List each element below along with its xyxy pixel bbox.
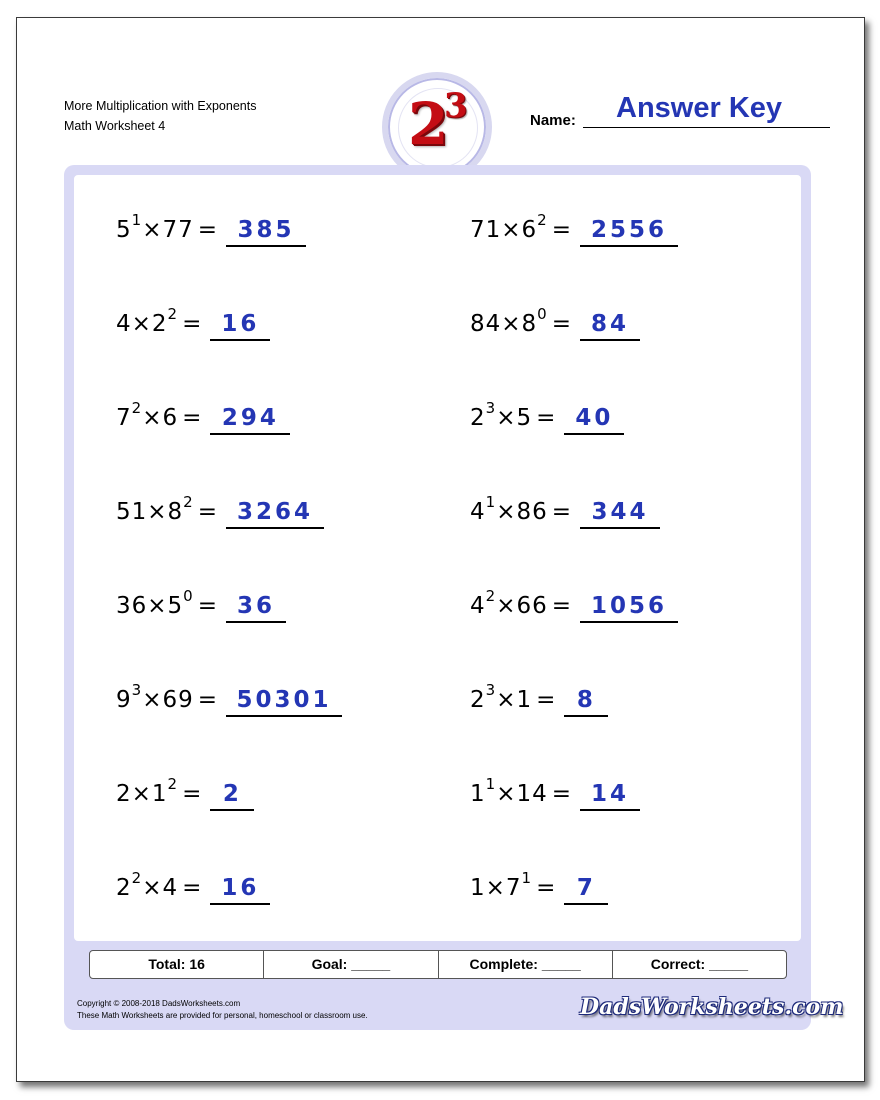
- problem-exponent: 2: [537, 211, 548, 230]
- problem-exponent: 3: [131, 681, 143, 700]
- problem-item: [116, 211, 306, 247]
- score-total: Total: 16: [90, 951, 264, 978]
- problem-base: 2: [470, 687, 486, 713]
- problem-base: 51×8: [116, 499, 184, 525]
- problem-item: [116, 681, 342, 717]
- problem-exponent: 1: [485, 493, 497, 512]
- equals-sign: =: [182, 311, 203, 337]
- answer-key-label: Answer Key: [616, 92, 783, 124]
- problem-base: 36×5: [116, 593, 184, 619]
- score-goal: Goal: _____: [264, 951, 438, 978]
- problem-exponent: 2: [167, 775, 179, 794]
- problem-multiplier: ×69: [142, 687, 194, 713]
- equals-sign: =: [197, 687, 219, 713]
- equals-sign: =: [197, 593, 218, 619]
- worksheet-title: More Multiplication with Exponents: [64, 99, 257, 113]
- problem-multiplier: ×86: [496, 499, 548, 525]
- problem-item: [470, 399, 624, 435]
- answer-value: 344: [580, 497, 660, 529]
- problem-exponent: 2: [131, 869, 143, 888]
- problem-multiplier: ×77: [142, 217, 194, 243]
- problem-base: 5: [116, 217, 132, 243]
- problem-item: [470, 305, 640, 341]
- answer-value: 385: [226, 215, 306, 247]
- equals-sign: =: [551, 781, 573, 807]
- problem-base: 7: [116, 405, 132, 431]
- problem-base: 9: [116, 687, 132, 713]
- problem-item: [470, 587, 678, 623]
- problem-base: 1×7: [470, 875, 522, 901]
- name-label: Name:: [530, 112, 576, 129]
- problem-item: [116, 305, 270, 341]
- answer-value: 84: [580, 309, 640, 341]
- problem-base: 2×1: [116, 781, 168, 807]
- answer-value: 40: [564, 403, 624, 435]
- problem-base: 2: [116, 875, 132, 901]
- problem-multiplier: ×14: [496, 781, 548, 807]
- equals-sign: =: [551, 499, 573, 525]
- problem-base: 2: [470, 405, 486, 431]
- equals-sign: =: [551, 311, 572, 337]
- equals-sign: =: [536, 875, 557, 901]
- problem-item: [116, 869, 270, 905]
- problem-item: [116, 587, 286, 623]
- problem-exponent: 2: [131, 399, 143, 418]
- answer-value: 16: [210, 873, 270, 905]
- problem-base: 71×6: [470, 217, 538, 243]
- answer-value: 3264: [226, 497, 324, 529]
- worksheet-title-block: [64, 96, 256, 136]
- problem-exponent: 3: [485, 399, 497, 418]
- answer-value: 16: [210, 309, 270, 341]
- answer-value: 36: [226, 591, 286, 623]
- problems-area: [72, 173, 803, 943]
- logo-exponent: 3: [444, 86, 468, 126]
- problem-item: [116, 493, 324, 529]
- answer-value: 8: [564, 685, 608, 717]
- problem-item: [470, 211, 678, 247]
- problem-multiplier: ×4: [142, 875, 179, 901]
- problem-exponent: 1: [521, 869, 533, 888]
- problem-multiplier: ×66: [496, 593, 548, 619]
- brand-logo: DadsWorksheets.com: [580, 994, 844, 1020]
- equals-sign: =: [551, 217, 572, 243]
- score-complete: Complete: _____: [439, 951, 613, 978]
- problem-exponent: 3: [485, 681, 497, 700]
- logo-base: 2: [408, 90, 449, 158]
- answer-value: 7: [564, 873, 608, 905]
- answer-value: 1056: [580, 591, 678, 623]
- score-correct: Correct: _____: [650, 956, 749, 972]
- problem-item: [116, 775, 254, 811]
- problem-item: [470, 681, 608, 717]
- copyright-block: [77, 998, 368, 1022]
- problem-exponent: 2: [183, 493, 194, 512]
- worksheet-subtitle: Math Worksheet 4: [64, 119, 166, 133]
- problem-base: 4: [470, 593, 486, 619]
- equals-sign: =: [551, 593, 573, 619]
- equals-sign: =: [182, 781, 203, 807]
- score-bar: [89, 950, 787, 979]
- problem-exponent: 0: [183, 587, 194, 606]
- problem-exponent: 0: [537, 305, 548, 324]
- answer-value: 14: [580, 779, 640, 811]
- problem-base: 84×8: [470, 311, 538, 337]
- problem-item: [470, 775, 640, 811]
- answer-value: 50301: [226, 685, 342, 717]
- problem-exponent: 2: [485, 587, 497, 606]
- answer-value: 2556: [580, 215, 678, 247]
- problem-item: [116, 399, 290, 435]
- equals-sign: =: [197, 499, 218, 525]
- problem-base: 4×2: [116, 311, 168, 337]
- equals-sign: =: [197, 217, 219, 243]
- equals-sign: =: [182, 405, 203, 431]
- problem-multiplier: ×6: [142, 405, 179, 431]
- equals-sign: =: [536, 687, 557, 713]
- usage-note: These Math Worksheets are provided for personal, homeschool or classroom use.: [77, 1011, 368, 1020]
- problem-item: [470, 493, 660, 529]
- problem-exponent: 2: [167, 305, 179, 324]
- copyright-text: Copyright © 2008-2018 DadsWorksheets.com: [77, 999, 241, 1008]
- problem-multiplier: ×1: [496, 687, 533, 713]
- problem-multiplier: ×5: [496, 405, 533, 431]
- answer-value: 294: [210, 403, 290, 435]
- answer-value: 2: [210, 779, 254, 811]
- problem-exponent: 1: [131, 211, 143, 230]
- name-line: [583, 127, 830, 128]
- equals-sign: =: [182, 875, 203, 901]
- problem-exponent: 1: [485, 775, 497, 794]
- equals-sign: =: [536, 405, 557, 431]
- problem-item: [470, 869, 608, 905]
- problem-base: 4: [470, 499, 486, 525]
- problem-base: 1: [470, 781, 486, 807]
